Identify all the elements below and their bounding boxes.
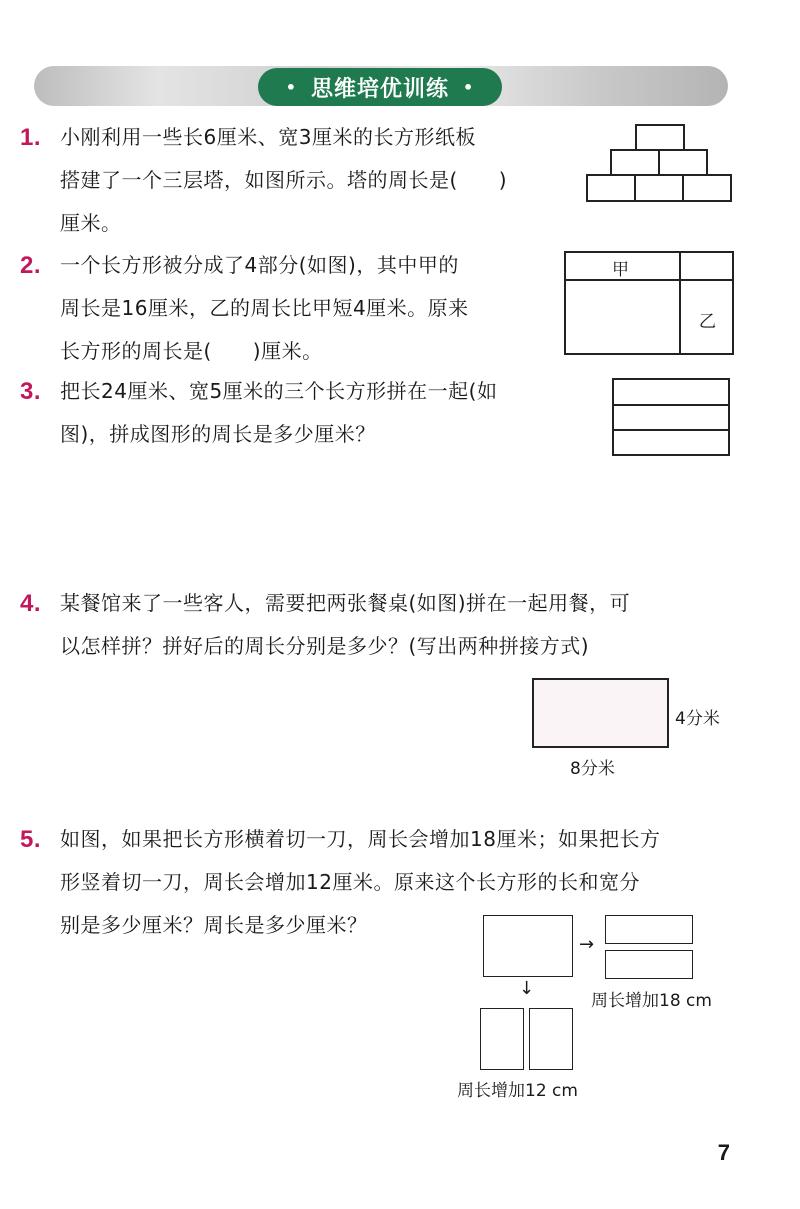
question-3 <box>20 370 498 456</box>
table-figure <box>532 678 742 778</box>
question-number: 5. <box>20 826 42 853</box>
horizontal-piece-top <box>605 915 693 944</box>
banner-title: 思维培优训练 <box>310 76 449 102</box>
banner-dot-left: • <box>285 77 297 97</box>
tower-block <box>610 149 660 176</box>
arrow-down-icon: ↓ <box>519 978 535 999</box>
cut-rectangle-figure <box>455 912 745 1102</box>
region-label-b: 乙 <box>699 312 716 332</box>
section-banner <box>258 68 502 106</box>
question-text-line: 搭建了一个三层塔，如图所示。塔的周长是( ) <box>60 168 508 192</box>
table-height-label: 4分米 <box>675 709 720 729</box>
tower-block <box>682 174 732 202</box>
table-width-label: 8分米 <box>570 759 615 779</box>
tower-block <box>634 174 684 202</box>
question-number: 2. <box>20 252 42 279</box>
tower-block <box>586 174 636 202</box>
stacked-rectangle <box>612 378 730 406</box>
tower-figure <box>586 124 734 204</box>
vertical-piece-left <box>480 1008 524 1070</box>
divider-horizontal <box>564 279 734 281</box>
question-text-line: 如图，如果把长方形横着切一刀，周长会增加18厘米；如果把长方 <box>60 827 661 851</box>
arrow-right-icon: → <box>579 934 595 955</box>
question-text-line: 以怎样拼？拼好后的周长分别是多少？(写出两种拼接方式) <box>60 634 590 658</box>
divided-rectangle-figure <box>564 251 734 355</box>
page-number: 7 <box>717 1140 730 1165</box>
question-4 <box>20 582 631 668</box>
question-text-line: 长方形的周长是( )厘米。 <box>60 339 323 363</box>
horizontal-piece-bottom <box>605 950 693 979</box>
divider-vertical <box>679 251 681 355</box>
question-1 <box>20 116 508 245</box>
question-text-line: 把长24厘米、宽5厘米的三个长方形拼在一起(如 <box>60 379 498 403</box>
stacked-rectangles-figure <box>612 378 730 456</box>
region-label-a: 甲 <box>612 260 629 280</box>
tower-block <box>658 149 708 176</box>
question-text-line: 图)，拼成图形的周长是多少厘米？ <box>60 422 376 446</box>
question-text-line: 一个长方形被分成了4部分(如图)，其中甲的 <box>60 253 459 277</box>
original-rectangle <box>483 915 573 977</box>
question-number: 4. <box>20 590 42 617</box>
outer-rectangle <box>564 251 734 355</box>
question-number: 3. <box>20 378 42 405</box>
question-text-line: 周长是16厘米，乙的周长比甲短4厘米。原来 <box>60 296 469 320</box>
vertical-cut-label: 周长增加12 cm <box>457 1081 578 1101</box>
question-text-line: 形竖着切一刀，周长会增加12厘米。原来这个长方形的长和宽分 <box>60 870 640 894</box>
question-number: 1. <box>20 124 42 151</box>
question-text-line: 别是多少厘米？周长是多少厘米？ <box>60 913 368 937</box>
tower-block <box>635 124 685 151</box>
question-text-line: 厘米。 <box>60 211 122 235</box>
table-rectangle <box>532 678 669 748</box>
question-2 <box>20 244 469 373</box>
stacked-rectangle <box>612 404 730 431</box>
horizontal-cut-label: 周长增加18 cm <box>591 991 712 1011</box>
question-text-line: 小刚利用一些长6厘米、宽3厘米的长方形纸板 <box>60 125 476 149</box>
question-text-line: 某餐馆来了一些客人，需要把两张餐桌(如图)拼在一起用餐，可 <box>60 591 631 615</box>
stacked-rectangle <box>612 429 730 456</box>
vertical-piece-right <box>529 1008 573 1070</box>
banner-dot-right: • <box>463 77 475 97</box>
